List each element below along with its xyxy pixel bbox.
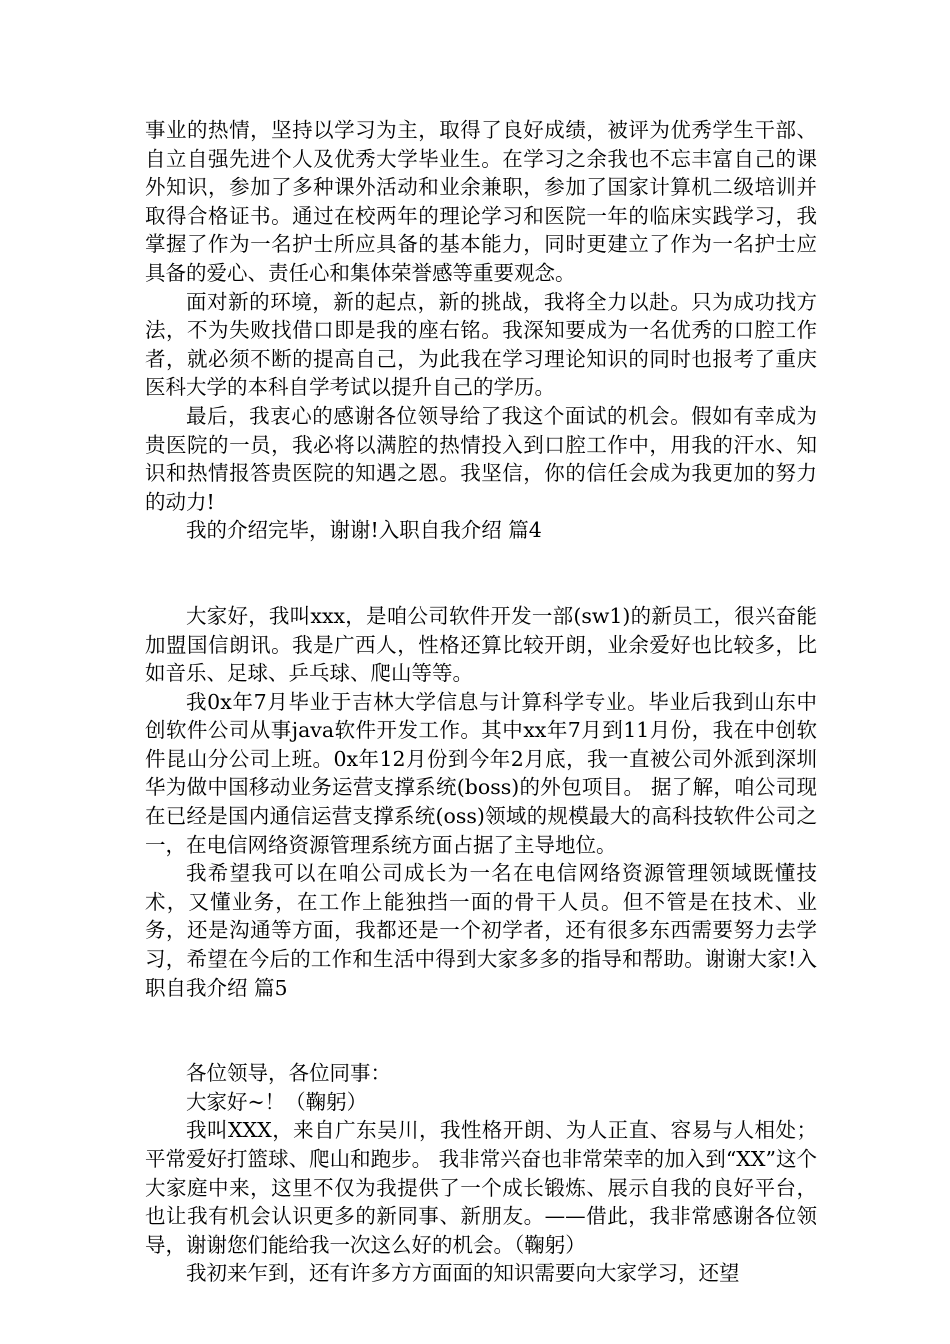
paragraph-6: 我0x年7月毕业于吉林大学信息与计算科学专业。毕业后我到山东中创软件公司从事java软件开发工作。其中xx年7月到11月份，我在中创软件昆山分公司上班。0x年12月份到今年2月底，我一直被公司外派到深圳华为做中国移动业务运营支撑系统(boss)的外包项目。 据了解，咱公司现在已经是国内通信运营支撑系统(oss)领域的规模最大的高科技软件公司之一，在电信网络资源管理系统方面占据了主导地位。 xyxy=(145,689,817,857)
paragraph-10: 我叫XXX，来自广东吴川，我性格开朗、为人正直、容易与人相处；平常爱好打篮球、爬山和跑步。 我非常兴奋也非常荣幸的加入到“XX”这个大家庭中来，这里不仅为我提供了一个成长锻炼、展示自我的良好平台，也让我有机会认识更多的新同事、新朋友。——借此，我非常感谢各位领导，谢谢您们能给我一次这么好的机会。（鞠躬） xyxy=(145,1118,817,1257)
blank-space xyxy=(145,545,817,602)
paragraph-7: 我希望我可以在咱公司成长为一名在电信网络资源管理领域既懂技术，又懂业务，在工作上能独挡一面的骨干人员。但不管是在技术、业务，还是沟通等方面，我都还是一个初学者，还有很多东西需要努力去学习，希望在今后的工作和生活中得到大家多多的指导和帮助。谢谢大家!入职自我介绍 篇5 xyxy=(145,861,817,1000)
paragraph-3: 最后，我衷心的感谢各位领导给了我这个面试的机会。假如有幸成为贵医院的一员，我必将以满腔的热情投入到口腔工作中，用我的汗水、知识和热情报答贵医院的知遇之恩。我坚信，你的信任会成为我更加的努力的动力! xyxy=(145,403,817,514)
paragraph-11: 我初来乍到，还有许多方方面面的知识需要向大家学习，还望 xyxy=(186,1261,740,1286)
paragraph-9: 大家好~！（鞠躬） xyxy=(186,1089,368,1114)
paragraph-1: 事业的热情，坚持以学习为主，取得了良好成绩，被评为优秀学生干部、自立自强先进个人及优秀大学毕业生。在学习之余我也不忘丰富自己的课外知识，参加了多种课外活动和业余兼职，参加了国家计算机二级培训并取得合格证书。通过在校两年的理论学习和医院一年的临床实践学习，我掌握了作为一名护士所应具备的基本能力，同时更建立了作为一名护士应具备的爱心、责任心和集体荣誉感等重要观念。 xyxy=(145,118,817,285)
paragraph-2: 面对新的环境，新的起点，新的挑战，我将全力以赴。只为成功找方法，不为失败找借口即是我的座右铭。我深知要成为一名优秀的口腔工作者，就必须不断的提高自己，为此我在学习理论知识的同时也报考了重庆医科大学的本科自学考试以提升自己的学历。 xyxy=(145,289,817,400)
blank-space xyxy=(145,1002,817,1059)
document-body xyxy=(145,116,817,1288)
paragraph-4: 我的介绍完毕，谢谢!入职自我介绍 篇4 xyxy=(186,518,542,543)
paragraph-8: 各位领导，各位同事： xyxy=(186,1061,391,1086)
paragraph-5: 大家好，我叫xxx，是咱公司软件开发一部(sw1)的新员工，很兴奋能加盟国信朗讯。我是广西人，性格还算比较开朗，业余爱好也比较多，比如音乐、足球、乒乓球、爬山等等。 xyxy=(145,603,817,686)
